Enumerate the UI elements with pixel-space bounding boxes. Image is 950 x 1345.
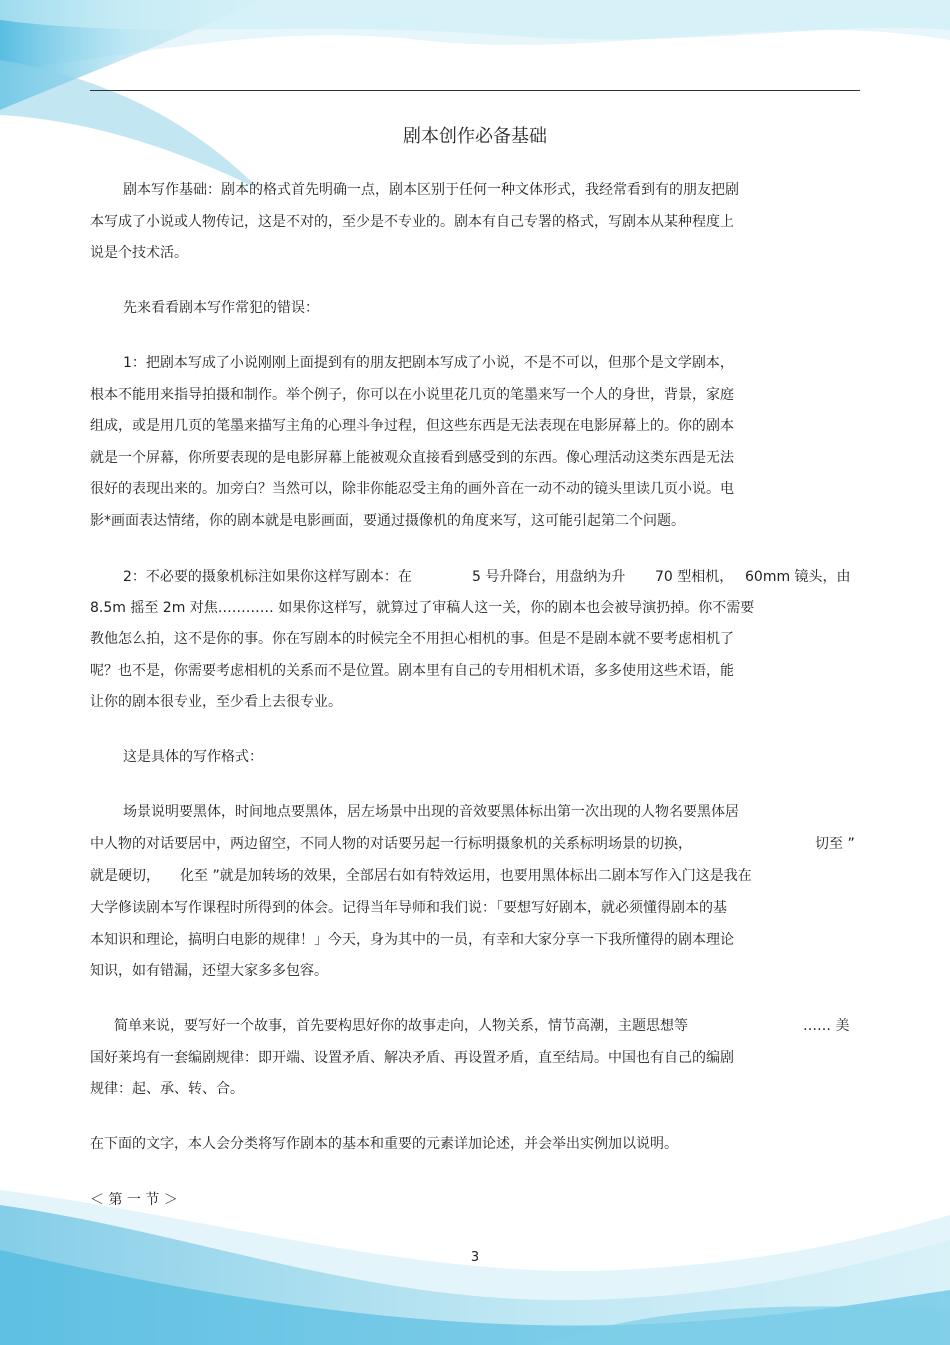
text-line: 大学修读剧本写作课程时所得到的体会。记得当年导师和我们说：「要想写好剧本，就必须懂得剧本的基 <box>90 900 727 916</box>
text-line: 化至 ”就是加转场的效果，全部居右如有特效运用，也要用黑体标出二剧本写作入门这是我在 <box>180 868 752 884</box>
text-line: 呢？也不是，你需要考虑相机的关系而不是位置。剧本里有自己的专用相机术语，多多使用这些术语，能 <box>90 663 734 679</box>
page-number: 3 <box>470 1250 480 1265</box>
text-line: 简单来说，要写好一个故事，首先要构思好你的故事走向，人物关系，情节高潮，主题思想等 <box>114 1018 688 1034</box>
text-fragment: 切至 ” <box>815 836 855 852</box>
text-line: 1：把剧本写成了小说刚刚上面提到有的朋友把剧本写成了小说，不是不可以，但那个是文学剧本， <box>123 355 734 371</box>
text-line: 剧本写作基础：剧本的格式首先明确一点，剧本区别于任何一种文体形式，我经常看到有的朋友把剧 <box>123 182 739 198</box>
text-fragment: …… 美 <box>803 1018 850 1034</box>
text-line: 就是硬切， <box>90 868 160 884</box>
text-line: 影*画面表达情绪，你的剧本就是电影画面，要通过摄像机的角度来写，这可能引起第二个问题。 <box>90 513 685 529</box>
section-heading: ＜ 第 一 节 ＞ <box>90 1192 178 1208</box>
text-line: 场景说明要黑体，时间地点要黑体，居左场景中出现的音效要黑体标出第一次出现的人物名要黑体居 <box>123 804 739 820</box>
text-line: 让你的剧本很专业，至少看上去很专业。 <box>90 694 342 710</box>
text-line: 2：不必要的摄象机标注如果你这样写剧本：在 <box>123 569 412 585</box>
text-line: 很好的表现出来的。加旁白？当然可以，除非你能忍受主角的画外音在一动不动的镜头里读几页小说。电 <box>90 481 734 497</box>
text-line: 中人物的对话要居中，两边留空，不同人物的对话要另起一行标明摄象机的关系标明场景的切换， <box>90 836 692 852</box>
text-line: 根本不能用来指导拍摄和制作。举个例子，你可以在小说里花几页的笔墨来写一个人的身世，背景，家庭 <box>90 387 734 403</box>
text-line: 教他怎么拍，这不是你的事。你在写剧本的时候完全不用担心相机的事。但是不是剧本就不要考虑相机了 <box>90 631 734 647</box>
text-line: 本写成了小说或人物传记，这是不对的，至少是不专业的。剧本有自己专署的格式，写剧本从某种程度上 <box>90 214 734 230</box>
text-line: 本知识和理论，搞明白电影的规律！」今天，身为其中的一员，有幸和大家分享一下我所懂得的剧本理论 <box>90 932 734 948</box>
header-rule <box>90 90 860 91</box>
text-line: 国好莱坞有一套编剧规律：即开端、设置矛盾、解决矛盾、再设置矛盾，直至结局。中国也有自己的编剧 <box>90 1050 734 1066</box>
text-line: 规律：起、承、转、合。 <box>90 1081 244 1097</box>
text-fragment: 5 号升降台，用盘纳为升 <box>472 569 626 585</box>
text-line: 8.5m 摇至 2m 对焦………… 如果你这样写，就算过了审稿人这一关，你的剧本也会被导演扔掉。你不需要 <box>90 600 755 616</box>
text-line: 先来看看剧本写作常犯的错误： <box>123 300 319 316</box>
text-fragment: 70 型相机， <box>655 569 734 585</box>
text-line: 组成，或是用几页的笔墨来描写主角的心理斗争过程，但这些东西是无法表现在电影屏幕上的。你的剧本 <box>90 418 734 434</box>
text-line: 就是一个屏幕，你所要表现的是电影屏幕上能被观众直接看到感受到的东西。像心理活动这类东西是无法 <box>90 450 734 466</box>
text-line: 在下面的文字，本人会分类将写作剧本的基本和重要的元素详加论述，并会举出实例加以说明。 <box>90 1136 678 1152</box>
document-title: 剧本创作必备基础 <box>403 126 547 147</box>
text-line: 知识，如有错漏，还望大家多多包容。 <box>90 963 328 979</box>
text-line: 说是个技术活。 <box>90 245 188 261</box>
text-fragment: 60mm 镜头，由 <box>745 569 851 585</box>
text-line: 这是具体的写作格式： <box>123 749 263 765</box>
